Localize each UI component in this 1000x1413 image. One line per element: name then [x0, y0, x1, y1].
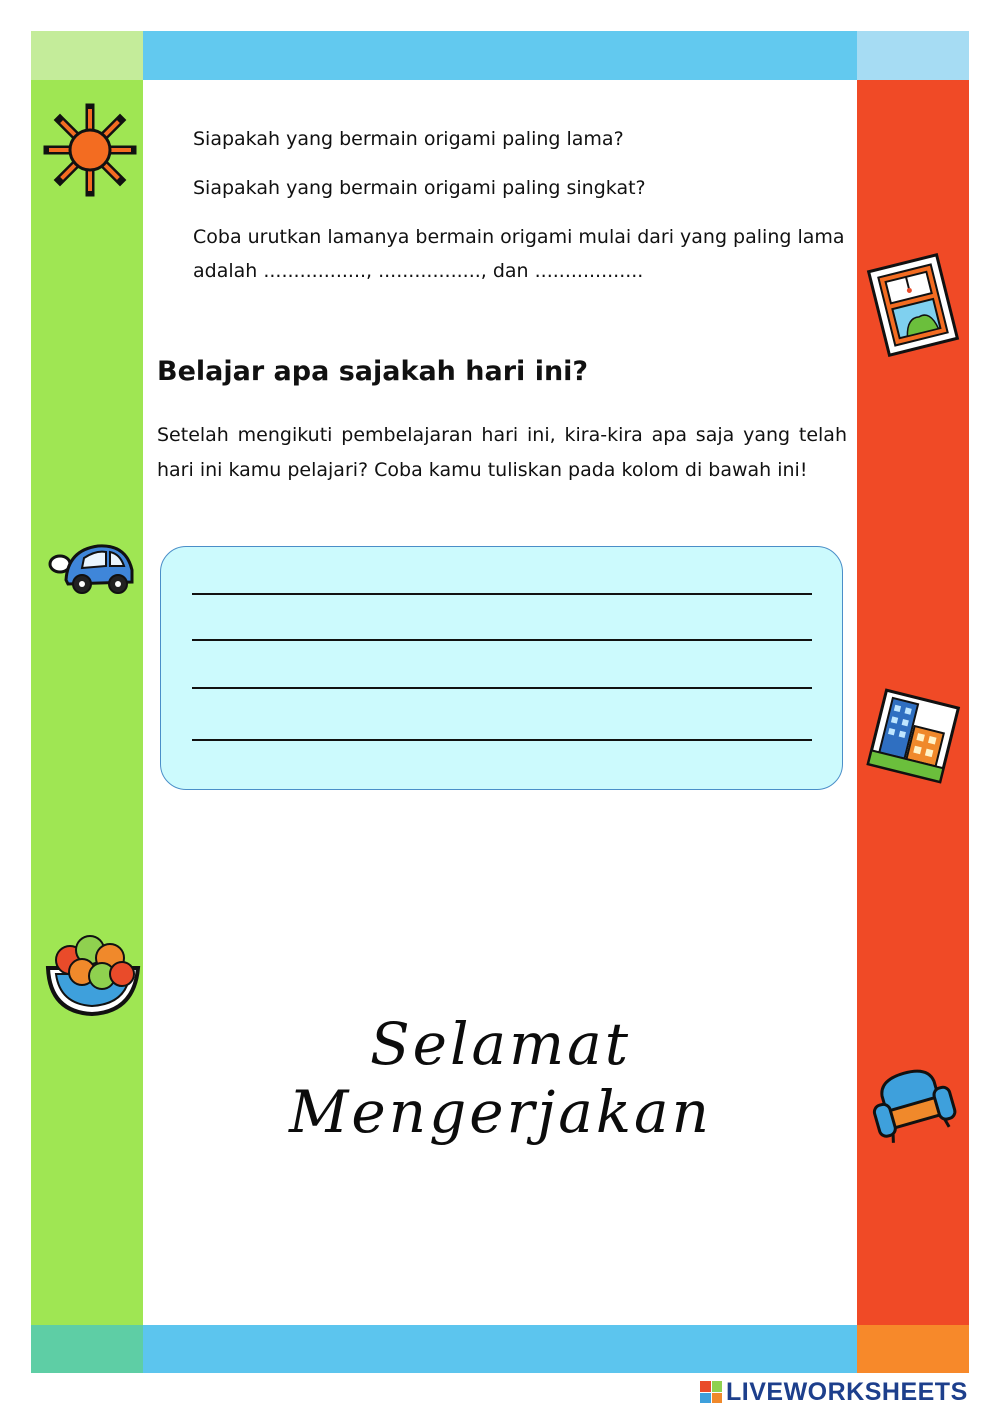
frame-left-band	[31, 80, 143, 1325]
frame-top-band	[143, 31, 857, 80]
answer-box[interactable]	[160, 546, 843, 790]
frame-top-left-corner	[31, 31, 143, 80]
answer-line[interactable]	[192, 687, 812, 689]
sun-icon	[44, 104, 136, 196]
question-3: Coba urutkan lamanya bermain origami mulai dari yang paling lama adalah ................., ................., dan ..................	[193, 226, 845, 282]
answer-line[interactable]	[192, 593, 812, 595]
closing-text: Selamat Mengerjakan	[289, 1010, 712, 1146]
frame-bottom-band	[143, 1325, 857, 1373]
car-icon	[44, 536, 136, 598]
question-2: Siapakah yang bermain origami paling singkat?	[193, 177, 646, 199]
frame-top-right-corner	[857, 31, 969, 80]
frame-bottom-left-corner	[31, 1325, 143, 1373]
answer-line[interactable]	[192, 639, 812, 641]
liveworksheets-brand[interactable]	[700, 1377, 968, 1407]
frame-bottom-right-corner	[857, 1325, 969, 1373]
window-icon	[866, 252, 960, 358]
building-icon	[868, 690, 958, 784]
liveworksheets-logo-icon	[700, 1381, 722, 1403]
brand-name: LIVEWORKSHEETS	[726, 1377, 968, 1406]
instruction-paragraph: Setelah mengikuti pembelajaran hari ini, kira-kira apa saja yang telah hari ini kamu pelajari? Coba kamu tuliskan pada kolom di bawah ini!	[157, 424, 847, 481]
sofa-icon	[868, 1066, 958, 1146]
question-1: Siapakah yang bermain origami paling lama?	[193, 128, 624, 150]
fruit-bowl-icon	[42, 930, 142, 1020]
section-heading: Belajar apa sajakah hari ini?	[157, 356, 589, 387]
answer-line[interactable]	[192, 739, 812, 741]
